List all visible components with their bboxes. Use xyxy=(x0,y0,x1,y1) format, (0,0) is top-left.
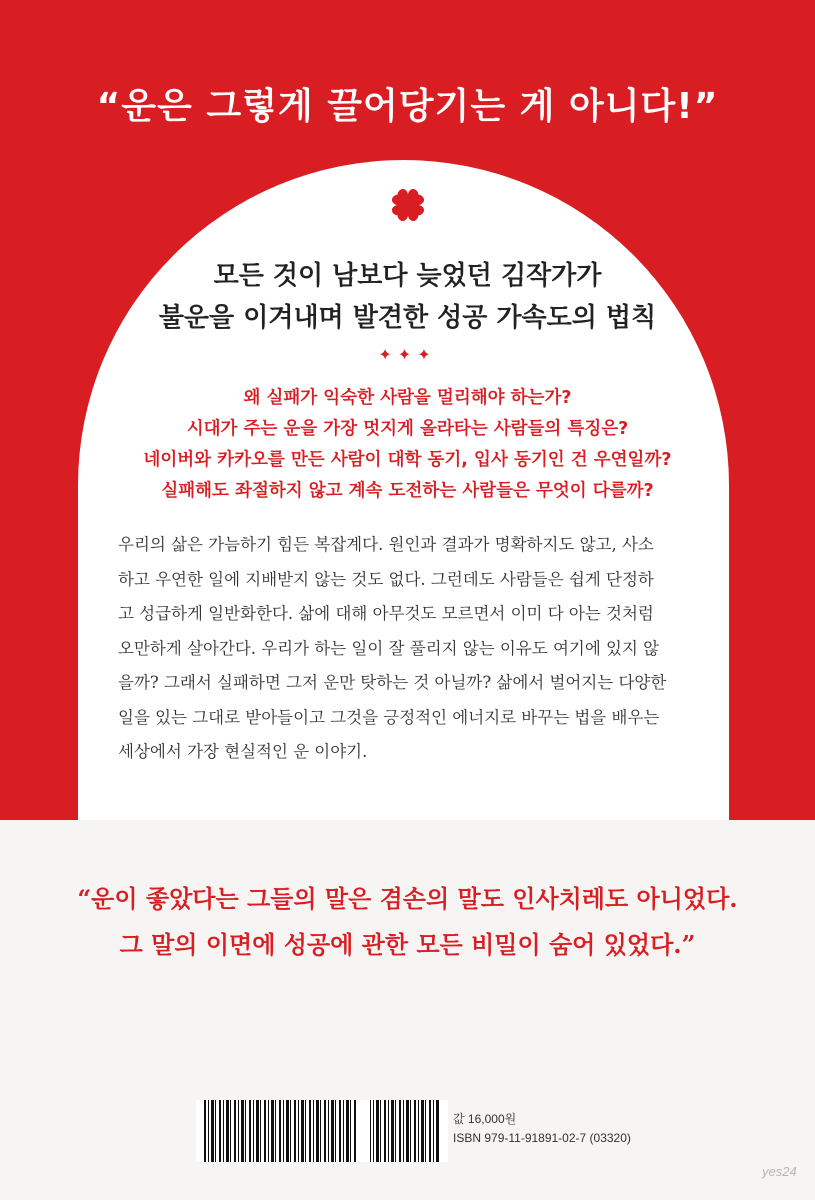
body-line: 을까? 그래서 실패하면 그저 운만 탓하는 것 아닐까? 삶에서 벌어지는 다양한 xyxy=(118,673,667,692)
star-divider: ✦✦✦ xyxy=(378,345,437,364)
barcode-bars xyxy=(204,1100,440,1162)
quote-line: “운이 좋았다는 그들의 말은 겸손의 말도 인사치레도 아니었다. xyxy=(77,884,738,913)
barcode-gap xyxy=(358,1100,370,1162)
price-isbn-block xyxy=(453,1110,631,1148)
question-line: 네이버와 카카오를 만든 사람이 대학 동기, 입사 동기인 건 우연일까? xyxy=(143,450,672,470)
subtitle-line: 모든 것이 남보다 늦었던 김작가가 xyxy=(213,261,602,291)
subtitle xyxy=(0,255,815,339)
watermark: yes24 xyxy=(762,1164,797,1179)
question-line: 실패해도 좌절하지 않고 계속 도전하는 사람들은 무엇이 다를까? xyxy=(161,481,654,501)
body-line: 하고 우연한 일에 지배받지 않는 것도 없다. 그런데도 사람들은 쉽게 단정하 xyxy=(118,569,654,589)
question-list xyxy=(0,383,815,507)
subtitle-line: 불운을 이겨내며 발견한 성공 가속도의 법칙 xyxy=(158,303,657,333)
isbn-label: ISBN 979-11-91891-02-7 (03320) xyxy=(453,1131,631,1145)
barcode xyxy=(196,1100,448,1162)
body-line: 일을 있는 그대로 받아들이고 그것을 긍정적인 에너지로 바꾸는 법을 배우는 xyxy=(118,707,660,727)
body-paragraph xyxy=(118,528,703,770)
question-line: 시대가 주는 운을 가장 멋지게 올라타는 사람들의 특징은? xyxy=(186,419,629,439)
price-label: 값 16,000원 xyxy=(453,1112,517,1126)
headline: “운은 그렇게 끌어당기는 게 아니다!” xyxy=(96,86,719,127)
body-line: 우리의 삶은 가늠하기 힘든 복잡계다. 원인과 결과가 명확하지도 않고, 사소 xyxy=(118,535,654,554)
quote-line: 그 말의 이면에 성공에 관한 모든 비밀이 숨어 있었다.” xyxy=(119,930,696,959)
clover-icon xyxy=(388,185,428,225)
body-line: 오만하게 살아간다. 우리가 하는 일이 잘 풀리지 않는 이유도 여기에 있지 않 xyxy=(118,638,660,658)
body-line: 세상에서 가장 현실적인 운 이야기. xyxy=(118,742,368,761)
body-line: 고 성급하게 일반화한다. 삶에 대해 아무것도 모르면서 이미 다 아는 것처럼 xyxy=(118,604,654,623)
question-line: 왜 실패가 익숙한 사람을 멀리해야 하는가? xyxy=(243,388,572,408)
closing-quote xyxy=(0,876,815,968)
